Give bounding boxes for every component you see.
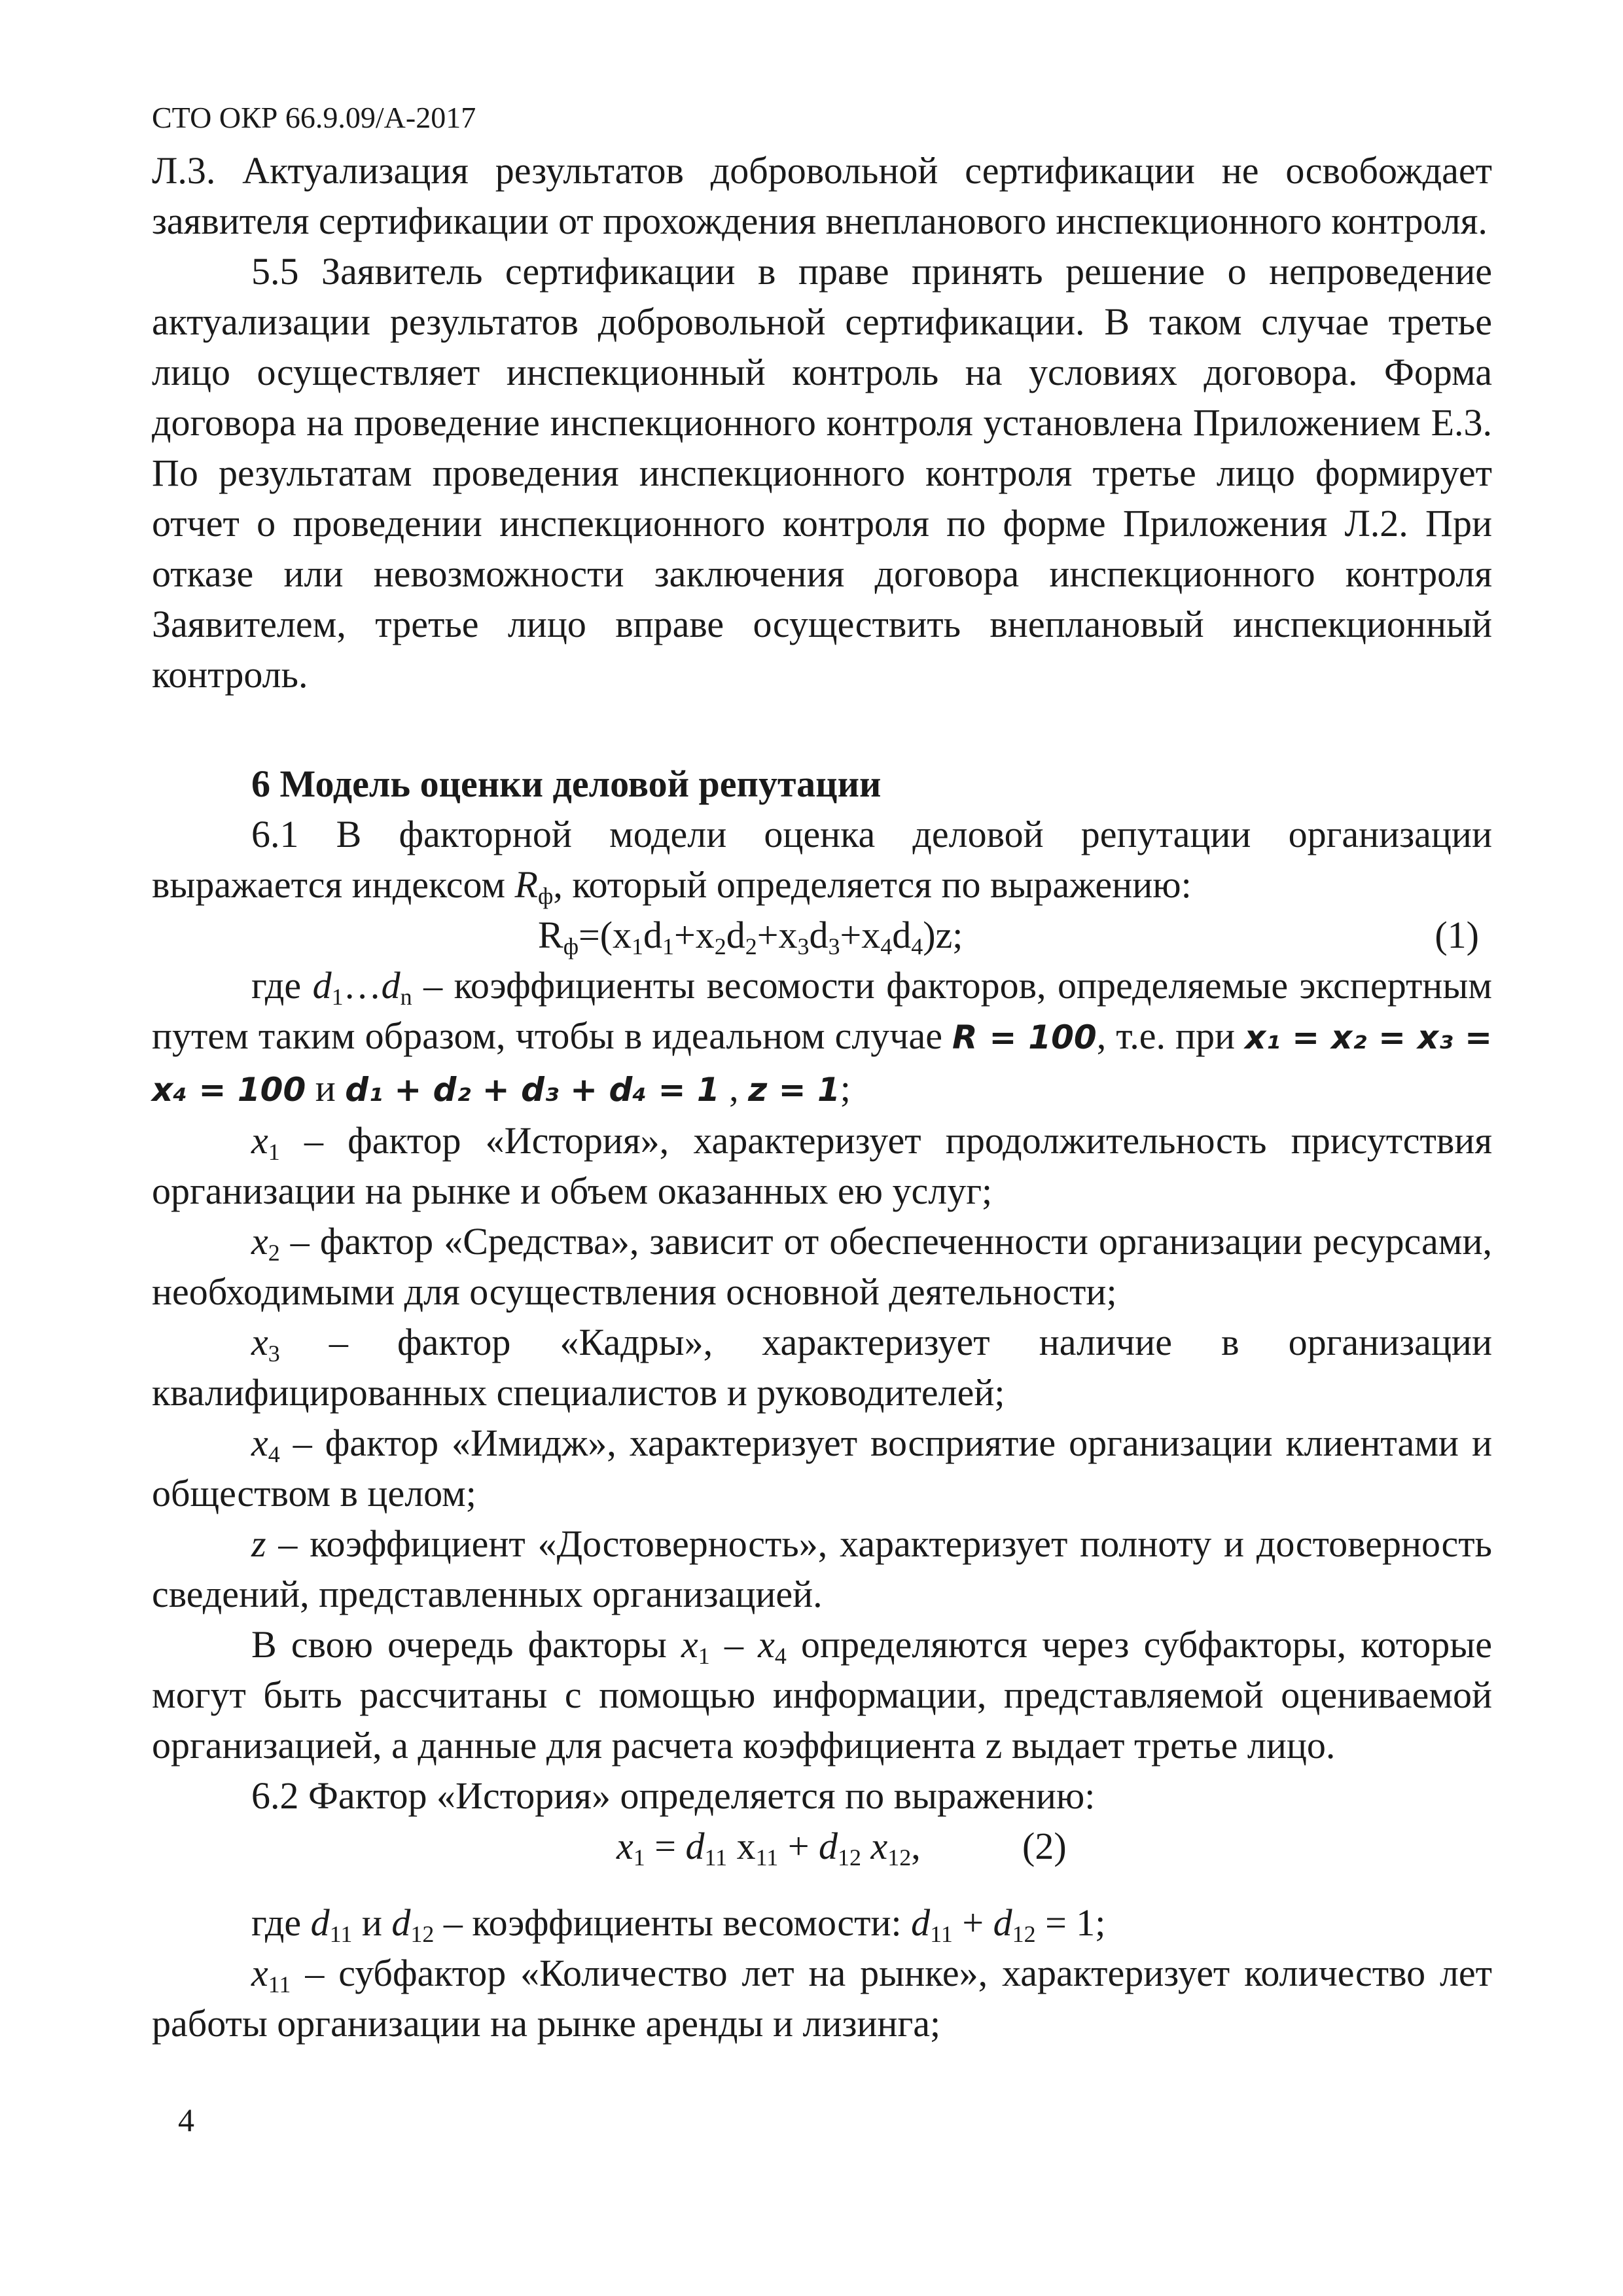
subscript: 4 bbox=[774, 1643, 787, 1669]
paragraph-6-2: 6.2 Фактор «История» определяется по выражению: bbox=[251, 1774, 1096, 1817]
spacer bbox=[152, 1871, 1492, 1897]
text: … bbox=[343, 964, 382, 1007]
paragraph-z bbox=[152, 1518, 1492, 1619]
text: – коэффициенты весомости факторов, определяемые экспертным путем таким образом, чтобы в идеальном случае bbox=[152, 964, 1492, 1057]
var-d: d bbox=[381, 964, 401, 1007]
subscript: 1 bbox=[331, 984, 344, 1010]
var-d: d bbox=[310, 1901, 330, 1944]
text: где bbox=[251, 964, 313, 1007]
paragraph-where-2 bbox=[152, 1897, 1492, 1948]
var-z: z bbox=[251, 1522, 266, 1565]
text: – фактор «Кадры», характеризует наличие в организации квалифицированных специалистов и руководителей; bbox=[152, 1321, 1492, 1414]
math-r: R = 100 bbox=[952, 1018, 1097, 1056]
paragraph-x3 bbox=[152, 1317, 1492, 1418]
var-x: x bbox=[681, 1623, 698, 1666]
var-d: d bbox=[312, 964, 332, 1007]
text: и bbox=[352, 1901, 392, 1944]
text: 6.1 В факторной модели оценка деловой репутации организации выражается индексом bbox=[152, 813, 1492, 906]
page-number: 4 bbox=[178, 2102, 194, 2138]
var-x: x bbox=[251, 1422, 268, 1464]
var-x: x bbox=[251, 1952, 268, 1994]
math-d: d₁ + d₂ + d₃ + d₄ = 1 bbox=[345, 1071, 720, 1109]
text: , который определяется по выражению: bbox=[553, 863, 1192, 906]
section-title: 6 Модель оценки деловой репутации bbox=[251, 762, 882, 805]
paragraph-x11 bbox=[152, 1948, 1492, 2049]
text: – фактор «История», характеризует продолжительность присутствия организации на рынке и объем оказанных ею услуг; bbox=[152, 1119, 1492, 1212]
formula-1 bbox=[152, 910, 1492, 960]
subscript: 11 bbox=[268, 1971, 291, 1998]
document-header: СТО ОКР 66.9.09/А-2017 bbox=[152, 101, 476, 134]
text: ; bbox=[1095, 1901, 1106, 1944]
text: – коэффициент «Достоверность», характеризует полноту и достоверность сведений, представленных организацией. bbox=[152, 1522, 1492, 1615]
formula-1-number: (1) bbox=[1435, 914, 1479, 956]
text: – bbox=[709, 1623, 758, 1666]
sum-expression: $d_{11} + d_{12} = 1$ bbox=[911, 1901, 1096, 1947]
subscript: 2 bbox=[268, 1240, 280, 1266]
paragraph-where bbox=[152, 960, 1492, 1115]
text: – субфактор «Количество лет на рынке», характеризует количество лет работы организации на рынке аренды и лизинга; bbox=[152, 1952, 1492, 2045]
var-x: x bbox=[251, 1119, 268, 1162]
paragraph-6-1 bbox=[152, 809, 1492, 910]
formula-2 bbox=[152, 1821, 1492, 1871]
var-x: x bbox=[251, 1321, 268, 1363]
spacer bbox=[152, 700, 1492, 759]
paragraph-x1 bbox=[152, 1115, 1492, 1216]
text: где bbox=[251, 1901, 311, 1944]
math-x: x₁ = x₂ = x₃ = x₄ = 100 bbox=[152, 1018, 1493, 1109]
text: – фактор «Имидж», характеризует восприятие организации клиентами и обществом в целом; bbox=[152, 1422, 1492, 1515]
paragraph-5-5: 5.5 Заявитель сертификации в праве принять решение о непроведение актуализации результатов добровольной сертификации. В таком случае третье лицо осуществляет инспекционный контроль на условиях договора. Форма договора на проведение инспекционного контроля установлена Приложением Е.3. По результатам проведения инспекционного контроля третье лицо формирует отчет о проведении инспекционного контроля по форме Приложения Л.2. При отказе или невозможности заключения договора инспекционного контроля Заявителем, третье лицо вправе осуществить внеплановый инспекционный контроль. bbox=[152, 250, 1492, 696]
paragraph-l3: Л.3. Актуализация результатов добровольной сертификации не освобождает заявителя сертификации от прохождения внепланового инспекционного контроля. bbox=[152, 149, 1492, 242]
subscript: 1 bbox=[698, 1643, 710, 1669]
paragraph-x4 bbox=[152, 1418, 1492, 1518]
text: – фактор «Средства», зависит от обеспеченности организации ресурсами, необходимыми для осуществления основной деятельности; bbox=[152, 1220, 1492, 1313]
subscript: ф bbox=[537, 883, 554, 909]
var-x: x bbox=[758, 1623, 775, 1666]
math-z: z = 1 bbox=[748, 1071, 840, 1109]
subscript: 3 bbox=[268, 1340, 280, 1367]
subscript: 12 bbox=[410, 1921, 435, 1947]
subscript: 11 bbox=[329, 1921, 353, 1947]
subscript: n bbox=[400, 984, 412, 1010]
formula-1-expression: $R_ф=(x_1d_1+x_2d_2+x_3d_3+x_4d_4)z$; bbox=[538, 914, 963, 960]
var-x: x bbox=[251, 1220, 268, 1263]
text: и bbox=[306, 1067, 346, 1109]
formula-2-number: (2) bbox=[1022, 1825, 1067, 1867]
formula-2-expression: $x_1 = d_{11}$ $x_{11} + d_{12}$ $x_{12}$, bbox=[616, 1825, 921, 1871]
text: , т.е. при bbox=[1096, 1014, 1245, 1057]
subscript: 1 bbox=[268, 1139, 280, 1165]
text: ; bbox=[840, 1067, 851, 1109]
text: – коэффициенты весомости: bbox=[434, 1901, 912, 1944]
var-d: d bbox=[391, 1901, 411, 1944]
var-r: R bbox=[514, 863, 538, 906]
text: В свою очередь факторы bbox=[251, 1623, 682, 1666]
paragraph-subfactors bbox=[152, 1619, 1492, 1770]
paragraph-x2 bbox=[152, 1216, 1492, 1317]
text: , bbox=[719, 1067, 749, 1109]
text: определяются через субфакторы, которые могут быть рассчитаны с помощью информации, представляемой оцениваемой организацией, а данные для расчета коэффициента z выдает третье лицо. bbox=[152, 1623, 1493, 1767]
subscript: 4 bbox=[268, 1441, 280, 1467]
document-page bbox=[152, 98, 1492, 2049]
